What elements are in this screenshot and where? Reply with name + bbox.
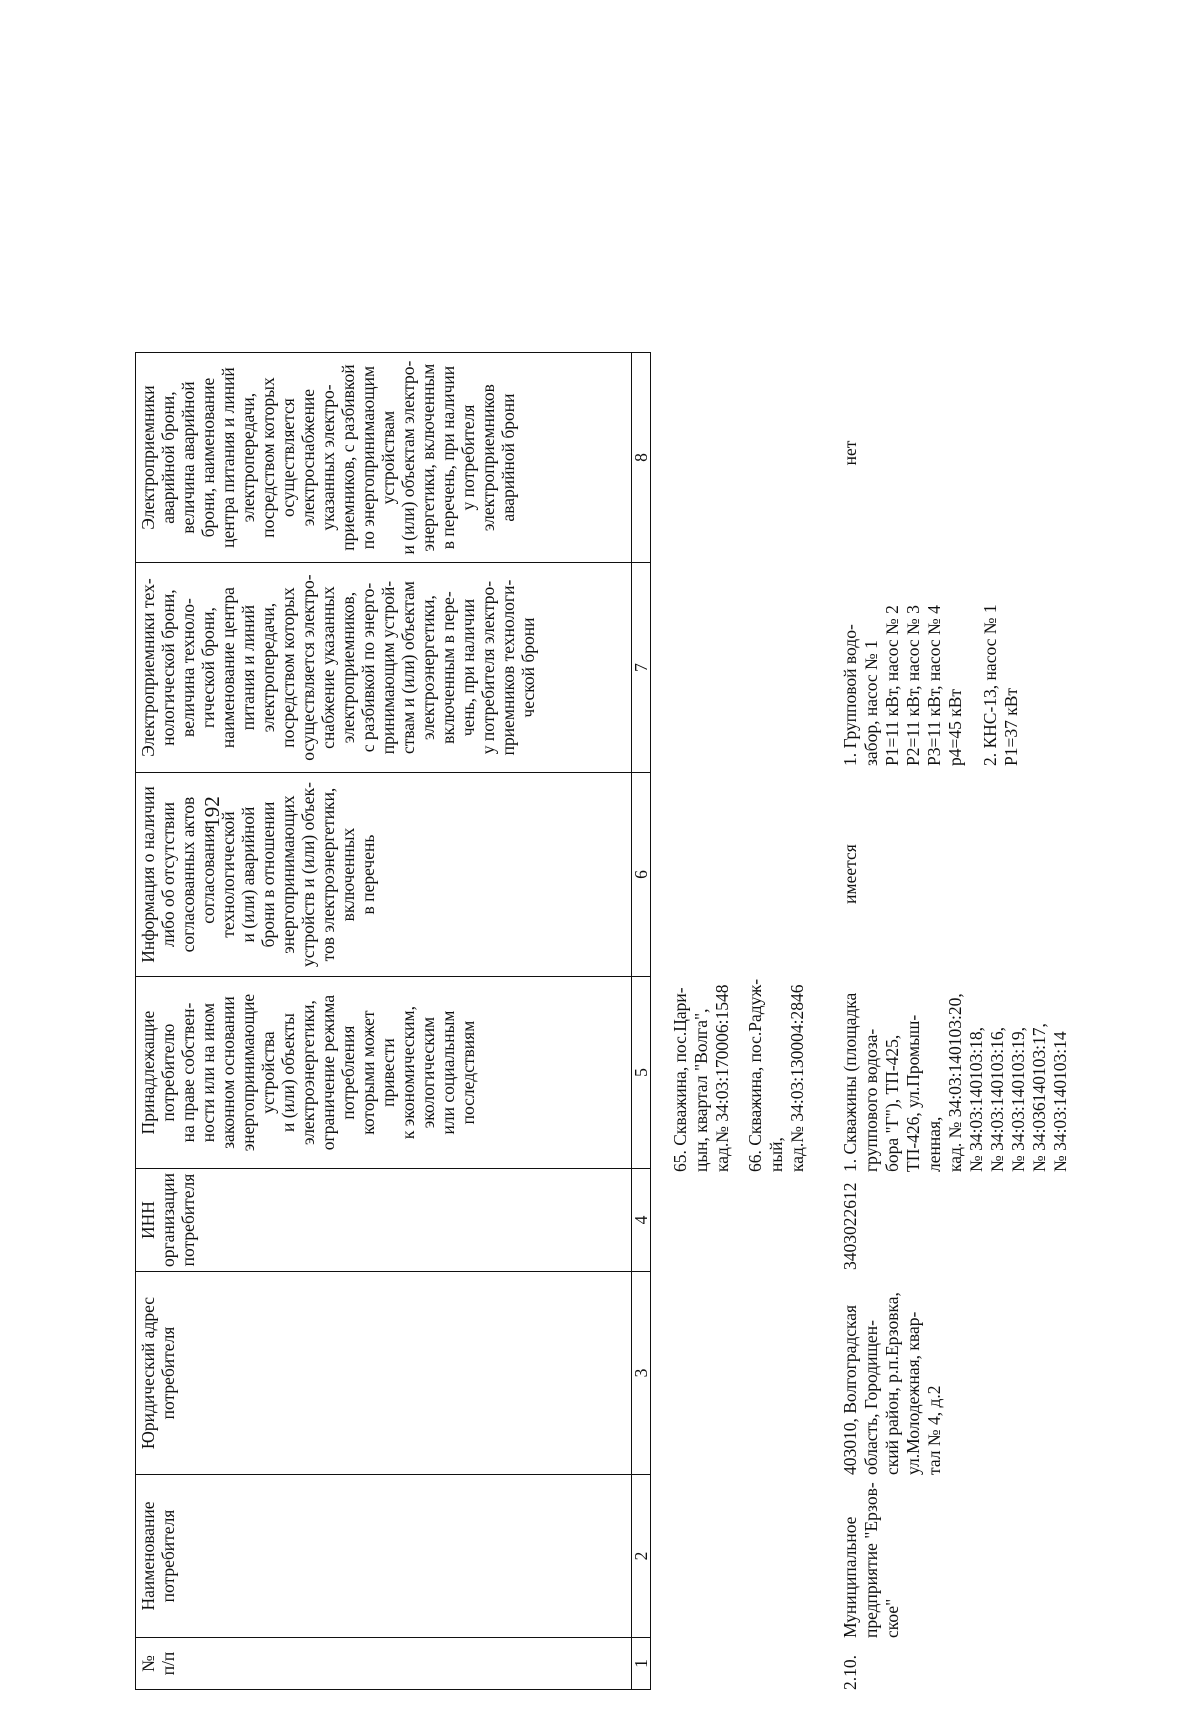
entry-acts-status: имеется: [840, 844, 860, 904]
entry-inn: 3403022612: [840, 1182, 860, 1270]
entry-legal-address: 403010, Волгоградская область, Городищен- ский район, р.п.Ерзовка, ул.Молодежная, квар- тал № 4, д.2: [840, 1292, 944, 1475]
col-number: 8: [632, 353, 651, 563]
entry-emergency-reserve: нет: [840, 440, 860, 466]
page-number: 192: [200, 796, 224, 828]
rotated-page-content: [135, 55, 1195, 1690]
col-header-acts: Информация о наличии либо об отсутствии согласованных актов согласования технологической и (или) аварийной брони в отношении энергопринимающих устройств и (или) объек- тов электроэнергетики, включенных в перечень: [136, 773, 632, 977]
entry-objects: 1. Скважины (площадка группового водоза- бора "Г"), ТП-425, ТП-426, ул.Промыш- ленная, кад. № 34:03:140103:20, № 34:03:140103:18, № 34:03:140103:16, № 34:03:140103:19, № 34:036140103:17, № 34:03:140103:14: [840, 992, 1070, 1172]
entry-number: 2.10.: [840, 1655, 860, 1690]
entry-tech-reserve-1: 1. Групповой водо- забор, насос № 1 P1=11 кВт, насос № 2 P2=11 кВт, насос № 3 P3=11 кВт, насос № 4 p4=45 кВт: [840, 605, 965, 766]
table-body: [660, 55, 1180, 1690]
col-number: 5: [632, 977, 651, 1169]
col-number: 1: [632, 1638, 651, 1690]
col-number: 4: [632, 1169, 651, 1272]
col-number: 3: [632, 1272, 651, 1475]
continuation-item-65: 65. Скважина, пос.Цари- цын, квартал "Волга", кад.№ 34:03:170006:1548: [670, 984, 732, 1172]
col-number: 7: [632, 563, 651, 773]
continuation-item-66: 66. Скважина, пос.Радуж- ный, кад.№ 34:03:130004:2846: [745, 978, 807, 1172]
column-number-row: [632, 353, 651, 1690]
table-header-row: [136, 353, 632, 1690]
col-header-objects: Принадлежащие потребителю на праве собствен- ности или на ином законном основании энергопринимающие устройства и (или) объекты электроэнергетики, ограничение режима потребления которыми может привести к экономическим, экологическим или социальным последствиям: [136, 977, 632, 1169]
col-header-consumer-name: Наименование потребителя: [136, 1475, 632, 1638]
col-header-inn: ИНН организации потребителя: [136, 1169, 632, 1272]
col-header-number: № п/п: [136, 1638, 632, 1690]
reserve-table: [135, 352, 651, 1690]
col-header-legal-address: Юридический адрес потребителя: [136, 1272, 632, 1475]
col-number: 6: [632, 773, 651, 977]
col-header-emergency-reserve: Электроприемники аварийной брони, величина аварийной брони, наименование центра питания и линий электропередачи, посредством которых осуществляется электроснабжение указанных электро- приемников, с разбивкой по энергопринимающим устройствам и (или) объектам электро- энергетики, включенным в перечень, при наличии у потребителя электроприемников аварийной брони: [136, 353, 632, 563]
col-number: 2: [632, 1475, 651, 1638]
col-header-tech-reserve: Электроприемники тех- нологической брони, величина техноло- гической брони, наименование центра питания и линий электропередачи, посредством которых осуществляется электро- снабжение указанных электроприемников, с разбивкой по энерго- принимающим устрой- ствам и (или) объектам электроэнергетики, включенным в пере- чень, при наличии у потребителя электро- приемников технологи- ческой брони: [136, 563, 632, 773]
entry-consumer-name: Муниципальное предприятие "Ерзов- ское": [840, 1482, 902, 1638]
entry-tech-reserve-2: 2. КНС-13, насос № 1 P1=37 кВт: [980, 604, 1021, 766]
